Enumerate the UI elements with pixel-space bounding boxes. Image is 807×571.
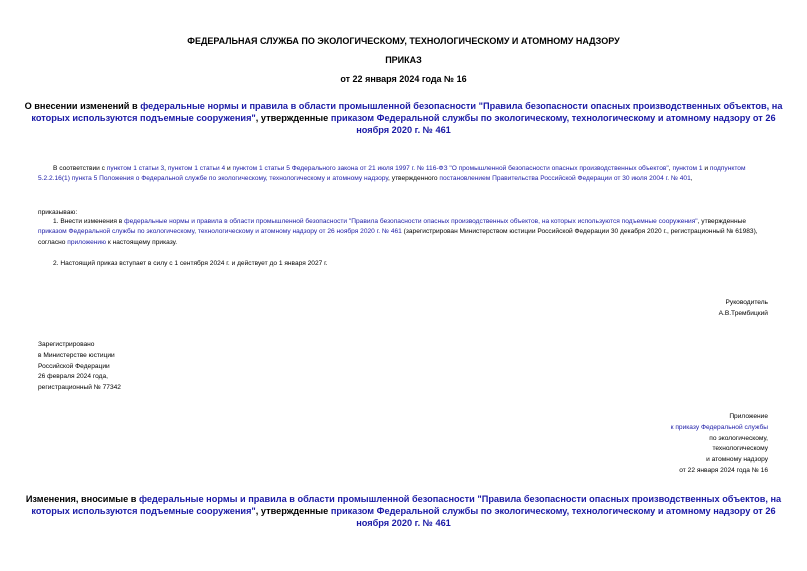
order-title-middle: , утвержденные (255, 113, 331, 123)
basis-text: и (702, 165, 710, 172)
link-order-461[interactable]: приказом Федеральной службы по экологическому, технологическому и атомному надзору от 26 ноября 2020 г. № 461 (330, 506, 776, 528)
registration-block (38, 340, 121, 394)
orders-word: приказываю: (38, 209, 78, 216)
link-federal-norms[interactable]: федеральные нормы и правила в области промышленной безопасности "Правила безопасности опасных производственных объектов, на которых используются подъемные сооружения" (31, 494, 782, 516)
item-1-text: 1. Внести изменения в (53, 218, 125, 225)
link-federal-law-116[interactable]: пунктом 1 статьи 5 Федерального закона от 21 июля 1997 г. № 116-ФЗ "О промышленной безопасности опасных производственных объектов" (232, 165, 669, 172)
link-federal-norms[interactable]: федеральные нормы и правила в области промышленной безопасности "Правила безопасности опасных производственных объектов, на которых используются подъемные сооружения" (31, 101, 783, 123)
basis-text: , (690, 175, 693, 183)
link-appendix[interactable]: приложению (67, 238, 107, 246)
item-1-text: (зарегистрирован Министерством юстиции Российской Федерации 30 декабря 2020 г., регистрационный № 61983), согласно (38, 228, 758, 246)
document-type: ПРИКАЗ (385, 55, 422, 65)
order-title (24, 100, 783, 136)
link-article-3[interactable]: пунктом 1 статьи 3 (106, 165, 165, 172)
appendix-line: и атомному надзору (706, 456, 768, 464)
appendix-title-prefix: Изменения, вносимые в (25, 494, 139, 504)
basis-text: , (164, 165, 168, 172)
link-order-461[interactable]: приказом Федеральной службы по экологическому, технологическому и атомному надзору от 26 ноября 2020 г. № 461 (38, 228, 402, 236)
appendix-block (671, 412, 768, 477)
registration-line: Зарегистрировано (38, 341, 95, 348)
item-1-text: , утвержденные (697, 218, 746, 225)
appendix-title (24, 493, 783, 529)
link-federal-norms[interactable]: федеральные нормы и правила в области промышленной безопасности "Правила безопасности опасных производственных объектов, на которых используются подъемные сооружения" (124, 218, 698, 225)
item-2-paragraph: 2. Настоящий приказ вступает в силу с 1 сентября 2024 г. и действует до 1 января 2027 г. (53, 260, 328, 267)
link-point-1[interactable]: пунктом 1 (672, 165, 703, 172)
signature-name: А.В.Трембицкий (718, 309, 768, 317)
basis-text: В соответствии с (53, 165, 107, 172)
basis-text: , утвержденного (388, 175, 440, 183)
order-title-prefix: О внесении изменений в (24, 101, 141, 111)
signature-block (719, 298, 768, 320)
agency-name: ФЕДЕРАЛЬНАЯ СЛУЖБА ПО ЭКОЛОГИЧЕСКОМУ, ТЕХНОЛОГИЧЕСКОМУ И АТОМНОМУ НАДЗОРУ (187, 36, 620, 46)
item-1-paragraph (38, 217, 769, 248)
appendix-line: технологическому (712, 445, 768, 453)
link-regulation-subpoint[interactable]: подпунктом 5.2.2.16(1) пункта 5 Положения о Федеральной службе по экологическому, технологическому и атомному надзору (38, 165, 746, 183)
appendix-line: от 22 января 2024 года № 16 (679, 466, 768, 474)
link-order-appendix[interactable]: к приказу Федеральной службы (670, 423, 768, 431)
registration-line: регистрационный № 77342 (38, 384, 121, 392)
basis-text: , (668, 165, 673, 172)
link-order-461[interactable]: приказом Федеральной службы по экологическому, технологическому и атомному надзору от 26 ноября 2020 г. № 461 (330, 113, 776, 135)
registration-line: в Министерстве юстиции (38, 351, 115, 359)
link-article-4[interactable]: пунктом 1 статьи 4 (167, 165, 226, 172)
registration-line: Российской Федерации (38, 362, 110, 370)
appendix-line: по экологическому, (709, 434, 768, 442)
basis-paragraph (38, 164, 769, 185)
basis-text: и (225, 165, 233, 172)
signature-position: Руководитель (725, 299, 768, 306)
appendix-label: Приложение (729, 413, 768, 420)
item-1-text: к настоящему приказу. (106, 238, 178, 246)
appendix-title-middle: , утвержденные (255, 506, 331, 516)
order-date-number: от 22 января 2024 года № 16 (340, 74, 467, 84)
registration-line: 26 февраля 2024 года, (38, 373, 108, 381)
link-government-resolution-401[interactable]: постановлением Правительства Российской Федерации от 30 июля 2004 г. № 401 (439, 175, 691, 183)
